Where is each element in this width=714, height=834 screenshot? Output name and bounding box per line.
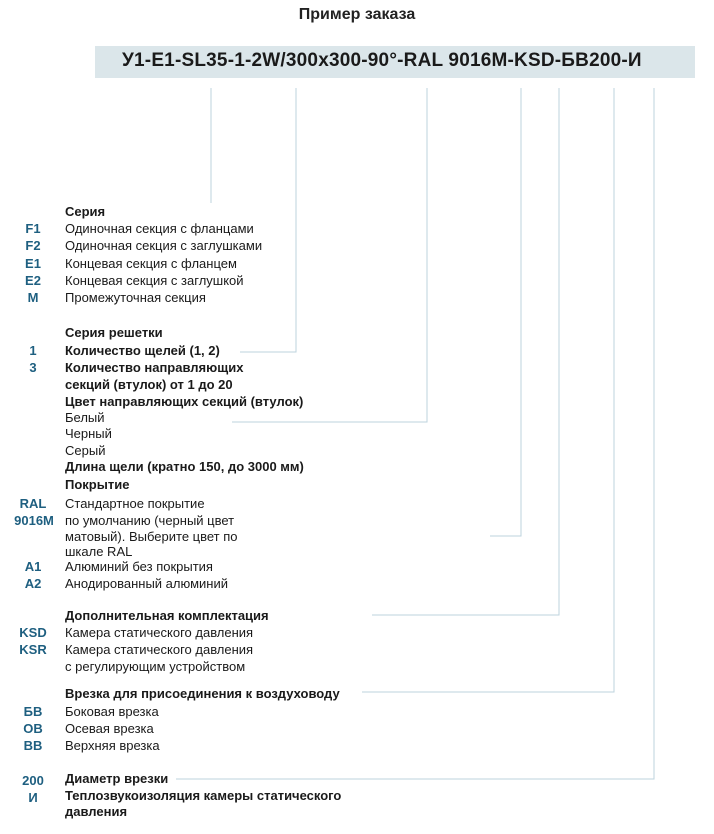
desc-e2: Концевая секция с заглушкой bbox=[65, 273, 244, 288]
color-grey: Серый bbox=[65, 443, 106, 458]
color-black: Черный bbox=[65, 426, 112, 441]
desc-f1: Одиночная секция с фланцами bbox=[65, 221, 254, 236]
code-m: M bbox=[27, 290, 39, 305]
desc-a1: Алюминий без покрытия bbox=[65, 559, 213, 574]
code-ov: ОВ bbox=[23, 721, 43, 736]
code-bv: БВ bbox=[23, 704, 43, 719]
connector-coating bbox=[490, 88, 521, 536]
desc-ov: Осевая врезка bbox=[65, 721, 154, 736]
color-white: Белый bbox=[65, 410, 105, 425]
code-f1: F1 bbox=[25, 221, 41, 236]
code-f2: F2 bbox=[25, 238, 41, 253]
desc-m: Промежуточная секция bbox=[65, 290, 206, 305]
code-9016m: 9016M bbox=[14, 513, 54, 528]
desc-ksr-1: Камера статического давления bbox=[65, 642, 254, 657]
desc-sections-1: Количество направляющих bbox=[65, 360, 244, 375]
section-color-heading: Цвет направляющих секций (втулок) bbox=[65, 394, 304, 409]
desc-insulation-1: Теплозвукоизоляция камеры статического bbox=[65, 788, 342, 803]
series-heading: Серия bbox=[65, 204, 106, 219]
connector-slots bbox=[240, 88, 296, 352]
page-title: Пример заказа bbox=[298, 6, 416, 23]
desc-ral-3: матовый). Выберите цвет по bbox=[65, 529, 238, 544]
coating-heading: Покрытие bbox=[65, 477, 130, 492]
desc-ral-1: Стандартное покрытие bbox=[65, 496, 205, 511]
code-200: 200 bbox=[22, 773, 44, 788]
desc-e1: Концевая секция с фланцем bbox=[65, 256, 237, 271]
desc-bv: Боковая врезка bbox=[65, 704, 159, 719]
code-e1: E1 bbox=[25, 256, 41, 271]
code-ksd: KSD bbox=[19, 625, 47, 640]
desc-f2: Одиночная секция с заглушками bbox=[65, 238, 263, 253]
connection-heading: Врезка для присоединения к воздуховоду bbox=[65, 686, 340, 701]
desc-a2: Анодированный алюминий bbox=[65, 576, 228, 591]
desc-ral-4: шкале RAL bbox=[65, 544, 133, 559]
connector-section-color bbox=[232, 88, 427, 422]
desc-sections-2: секций (втулок) от 1 до 20 bbox=[65, 377, 233, 392]
code-ksr: KSR bbox=[19, 642, 47, 657]
desc-slots: Количество щелей (1, 2) bbox=[65, 343, 220, 358]
connector-extra bbox=[372, 88, 559, 615]
code-ral: RAL bbox=[19, 496, 47, 511]
desc-ksd: Камера статического давления bbox=[65, 625, 254, 640]
code-i: И bbox=[28, 790, 38, 805]
grille-series-heading: Серия решетки bbox=[65, 325, 163, 340]
code-1: 1 bbox=[29, 343, 37, 358]
desc-ksr-2: с регулирующим устройством bbox=[65, 659, 246, 674]
desc-vv: Верхняя врезка bbox=[65, 738, 160, 753]
code-a1: A1 bbox=[24, 559, 42, 574]
extra-heading: Дополнительная комплектация bbox=[65, 608, 269, 623]
desc-diameter: Диаметр врезки bbox=[65, 771, 169, 786]
slot-length-heading: Длина щели (кратно 150, до 3000 мм) bbox=[65, 459, 304, 474]
code-3: 3 bbox=[29, 360, 37, 375]
code-e2: E2 bbox=[25, 273, 41, 288]
code-vv: ВВ bbox=[23, 738, 43, 753]
desc-insulation-2: давления bbox=[65, 804, 128, 819]
connector-diameter bbox=[176, 88, 654, 779]
connector-connection bbox=[362, 88, 614, 692]
code-a2: A2 bbox=[24, 576, 42, 591]
desc-ral-2: по умолчанию (черный цвет bbox=[65, 513, 235, 528]
order-code: У1-E1-SL35-1-2W/300x300-90°-RAL 9016M-KSD-БВ200-И bbox=[122, 50, 642, 71]
